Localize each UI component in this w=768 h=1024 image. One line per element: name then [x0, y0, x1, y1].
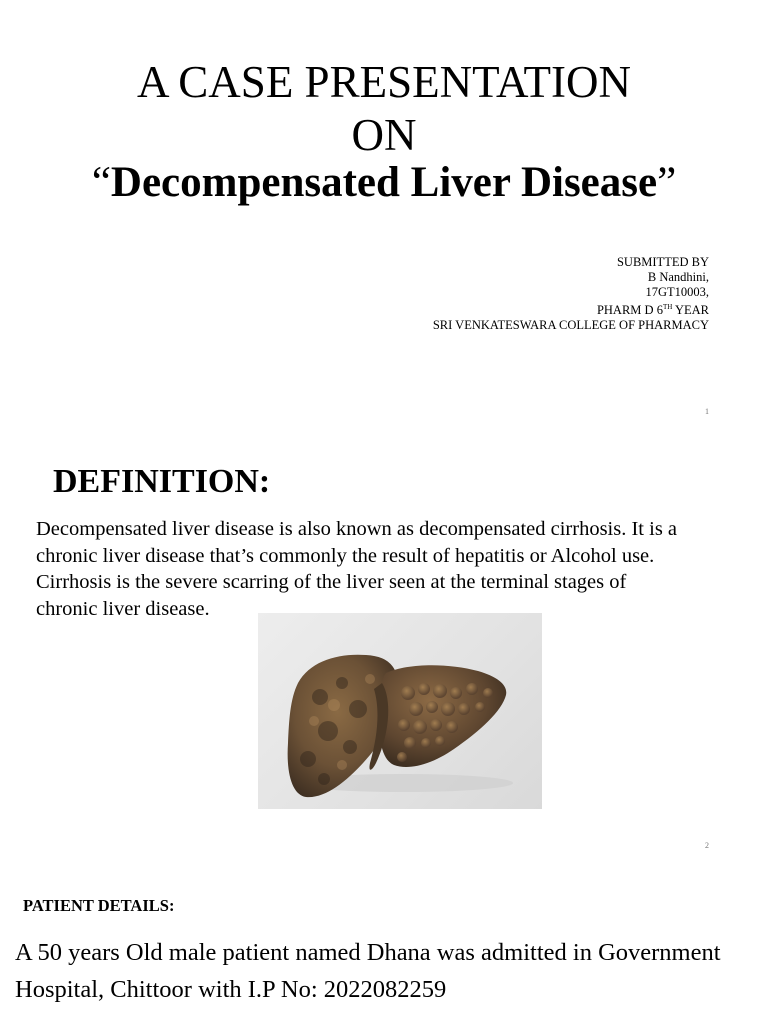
page-number: 2 [705, 841, 709, 850]
presentation-topic: Decompensated Liver Disease [110, 159, 658, 206]
patient-details-line: A 50 years Old male patient named Dhana was admitted in Government [15, 939, 721, 966]
definition-line: Decompensated liver disease is also known as decompensated cirrhosis. It is a [36, 518, 678, 540]
definition-line: chronic liver disease that’s commonly the result of hepatitis or Alcohol use. [36, 544, 655, 567]
patient-details-slide [0, 860, 768, 1024]
cirrhotic-liver-image [258, 613, 542, 809]
definition-heading: DEFINITION: [53, 463, 271, 500]
definition-line: chronic liver disease. [36, 597, 210, 620]
college-name: SRI VENKATESWARA COLLEGE OF PHARMACY [432, 318, 709, 332]
patient-details-paragraph [15, 934, 768, 1008]
course-suffix: YEAR [672, 303, 709, 317]
liver-illustration [258, 613, 542, 809]
student-name: B Nandhini, [647, 270, 709, 284]
roll-number: 17GT10003, [645, 285, 709, 299]
open-quote: “ [91, 159, 111, 206]
definition-paragraph [36, 516, 748, 622]
course-superscript: TH [662, 303, 673, 311]
title-line-2: ON [351, 110, 417, 160]
patient-details-line: Hospital, Chittoor with I.P No: 2022082259 [15, 976, 447, 1003]
title-line-3 [0, 158, 768, 208]
page-number: 1 [705, 407, 709, 416]
submitted-by-block [433, 255, 709, 333]
title-line-1: A CASE PRESENTATION [137, 57, 631, 107]
definition-line: Cirrhosis is the severe scarring of the liver seen at the terminal stages of [36, 571, 627, 593]
submitted-by-label: SUBMITTED BY [616, 255, 709, 269]
close-quote: ” [657, 159, 677, 206]
definition-slide [0, 440, 768, 860]
course-year [433, 300, 709, 318]
course-prefix: PHARM D 6 [596, 303, 663, 317]
patient-details-heading: PATIENT DETAILS: [23, 896, 175, 915]
title-slide [0, 0, 768, 430]
